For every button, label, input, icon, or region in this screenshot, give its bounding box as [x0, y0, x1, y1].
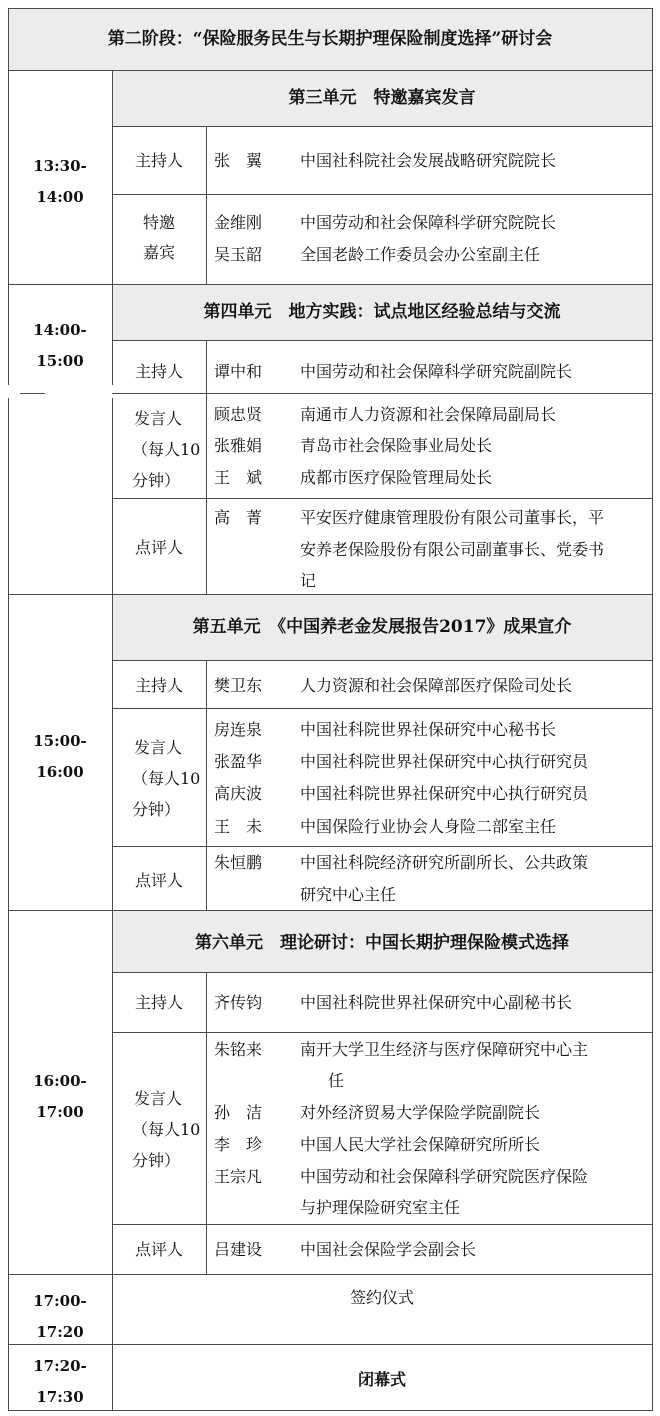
speaker-title: 中国劳动和社会保障科学研究院医疗保险: [300, 1167, 589, 1186]
speaker-label: 分钟）: [132, 800, 181, 819]
speaker-title: 中国社科院世界社保研究中心执行研究员: [300, 752, 589, 771]
guest-title: 中国劳动和社会保障科学研究院院长: [300, 213, 557, 232]
speaker-name: 张雅娟: [214, 436, 263, 455]
speaker-name: 王宗凡: [214, 1167, 263, 1186]
speaker-title: 任: [328, 1071, 345, 1090]
unit-title: 第三单元 特邀嘉宾发言: [288, 88, 476, 108]
time-end: 17:00: [36, 1103, 84, 1121]
time-end: 16:00: [36, 763, 84, 781]
guest-label: 特邀: [142, 213, 175, 232]
time-start: 17:00-: [33, 1292, 87, 1310]
speaker-name: 朱铭来: [214, 1040, 263, 1059]
speaker-title: 中国社科院世界社保研究中心执行研究员: [300, 784, 589, 803]
speaker-label: （每人10: [132, 1120, 201, 1139]
speaker-label: 发言人: [134, 1089, 183, 1108]
reviewer-name: 朱恒鹏: [214, 853, 263, 872]
host-name: 齐传钧: [214, 993, 263, 1012]
speaker-name: 李 珍: [214, 1135, 263, 1154]
closing-ceremony: 闭幕式: [357, 1370, 406, 1389]
speaker-name: 顾忠贤: [214, 405, 263, 424]
speaker-name: 张盈华: [214, 752, 263, 771]
host-label: 主持人: [134, 151, 183, 170]
speaker-name: 王 斌: [214, 468, 263, 487]
speaker-title: 与护理保险研究室主任: [300, 1198, 461, 1217]
time-end: 14:00: [36, 188, 84, 206]
time-start: 15:00-: [33, 732, 87, 750]
reviewer-title: 研究中心主任: [300, 885, 397, 904]
host-title: 中国社科院世界社保研究中心副秘书长: [300, 993, 573, 1012]
speaker-label: （每人10: [132, 440, 201, 459]
speaker-name: 房连泉: [214, 720, 263, 739]
time-end: 15:00: [36, 352, 84, 370]
host-title: 中国劳动和社会保障科学研究院副院长: [300, 362, 573, 381]
speaker-title: 中国人民大学社会保障研究所所长: [300, 1135, 541, 1154]
speaker-label: 发言人: [134, 738, 183, 757]
stage-title: 第二阶段：“保险服务民生与长期护理保险制度选择”研讨会: [107, 29, 553, 49]
reviewer-title: 安养老保险股份有限公司副董事长、党委书: [300, 540, 605, 559]
guest-label: 嘉宾: [142, 243, 175, 262]
signing-ceremony: 签约仪式: [349, 1288, 414, 1307]
guest-name: 金维刚: [214, 213, 263, 232]
guest-title: 全国老龄工作委员会办公室副主任: [300, 245, 541, 264]
speaker-name: 高庆波: [214, 784, 263, 803]
speaker-name: 孙 洁: [214, 1103, 263, 1122]
reviewer-name: 高 菁: [214, 508, 263, 527]
unit-title: 第四单元 地方实践：试点地区经验总结与交流: [203, 302, 561, 322]
speaker-title: 中国社科院世界社保研究中心秘书长: [300, 720, 557, 739]
reviewer-title: 平安医疗健康管理股份有限公司董事长，平: [300, 508, 605, 527]
speaker-title: 中国保险行业协会人身险二部室主任: [300, 817, 557, 836]
speaker-label: 发言人: [134, 409, 183, 428]
reviewer-title: 中国社会保险学会副会长: [300, 1240, 477, 1259]
reviewer-label: 点评人: [134, 871, 183, 890]
speaker-title: 成都市医疗保险管理局处长: [300, 468, 493, 487]
host-name: 张 翼: [214, 151, 263, 170]
speaker-label: （每人10: [132, 769, 201, 788]
speaker-title: 对外经济贸易大学保险学院副院长: [300, 1103, 541, 1122]
reviewer-label: 点评人: [134, 538, 183, 557]
guest-name: 吴玉韶: [214, 245, 263, 264]
time-end: 17:30: [36, 1388, 84, 1406]
speaker-label: 分钟）: [132, 471, 181, 490]
host-title: 人力资源和社会保障部医疗保险司处长: [300, 676, 573, 695]
time-start: 17:20-: [33, 1357, 87, 1375]
reviewer-title: 中国社科院经济研究所副所长、公共政策: [300, 853, 589, 872]
host-label: 主持人: [134, 676, 183, 695]
host-label: 主持人: [134, 362, 183, 381]
speaker-title: 南开大学卫生经济与医疗保障研究中心主: [300, 1040, 589, 1059]
time-start: 13:30-: [33, 157, 87, 175]
speaker-title: 青岛市社会保险事业局处长: [300, 436, 493, 455]
speaker-title: 南通市人力资源和社会保障局副局长: [300, 405, 557, 424]
host-label: 主持人: [134, 993, 183, 1012]
reviewer-name: 吕建设: [214, 1240, 263, 1259]
time-start: 14:00-: [33, 321, 87, 339]
reviewer-title: 记: [300, 571, 317, 590]
reviewer-label: 点评人: [134, 1240, 183, 1259]
time-end: 17:20: [36, 1323, 84, 1341]
speaker-label: 分钟）: [132, 1151, 181, 1170]
time-start: 16:00-: [33, 1072, 87, 1090]
host-name: 樊卫东: [214, 676, 263, 695]
unit-title: 第六单元 理论研讨：中国长期护理保险模式选择: [195, 933, 569, 953]
host-name: 谭中和: [214, 362, 263, 381]
unit-title: 第五单元 《中国养老金发展报告2017》成果宣介: [192, 617, 572, 637]
host-title: 中国社科院社会发展战略研究院院长: [300, 151, 557, 170]
speaker-name: 王 未: [214, 817, 263, 836]
